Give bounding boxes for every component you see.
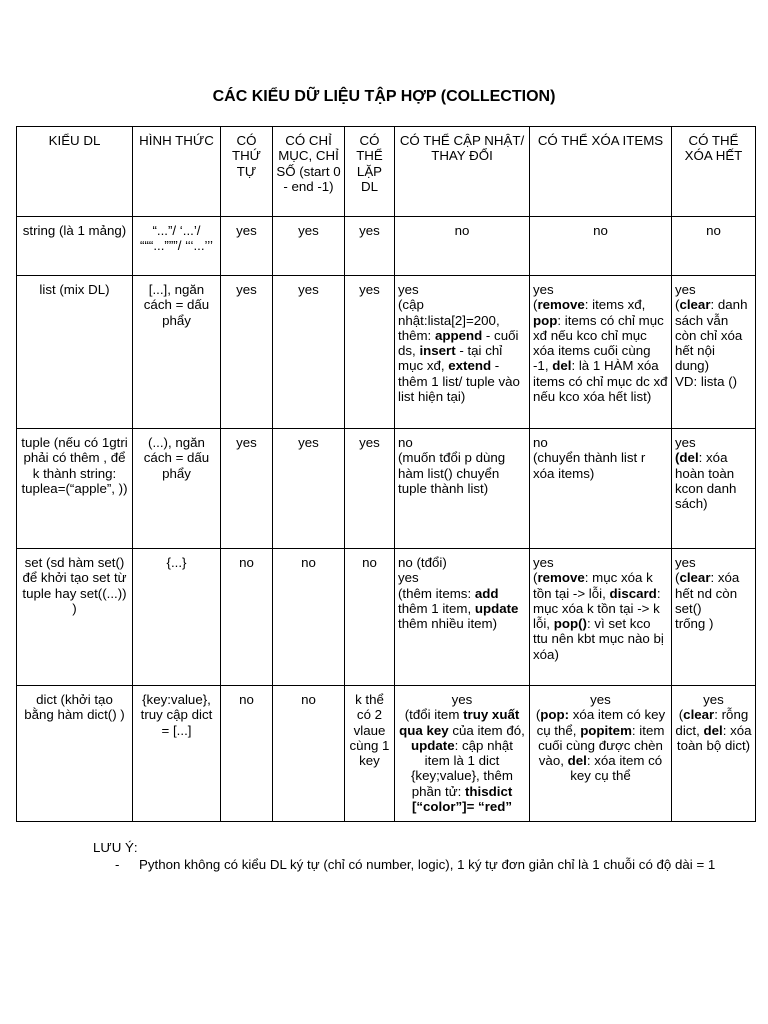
update-cell: no xyxy=(395,217,530,276)
form-cell: {...} xyxy=(133,549,221,686)
indexed-cell: yes xyxy=(273,429,345,549)
indexed-cell: yes xyxy=(273,217,345,276)
table-row xyxy=(17,276,756,429)
header-cell: CÓ THỂ LẶP DL xyxy=(345,127,395,217)
ordered-cell: no xyxy=(221,686,273,822)
header-cell: CÓ THỨ TỰ xyxy=(221,127,273,217)
note-list-item xyxy=(93,857,733,872)
type-cell: list (mix DL) xyxy=(17,276,133,429)
note-section xyxy=(93,840,733,873)
iterable-cell: no xyxy=(345,549,395,686)
update-cell: no (tđổi) yes (thêm items: add thêm 1 item, update thêm nhiều item) xyxy=(395,549,530,686)
table-row xyxy=(17,217,756,276)
header-cell: CÓ THỂ CẬP NHẬT/ THAY ĐỔI xyxy=(395,127,530,217)
form-cell: “...”/ ‘...’/ “““...”””/ ‘‘‘...’’’ xyxy=(133,217,221,276)
type-cell: dict (khởi tạo bằng hàm dict() ) xyxy=(17,686,133,822)
bullet-dash: - xyxy=(115,857,120,873)
header-cell: KIỂU DL xyxy=(17,127,133,217)
table-row xyxy=(17,686,756,822)
clear-cell: yes (clear: xóa hết nd còn set() trống ) xyxy=(672,549,756,686)
update-cell: yes (tđổi item truy xuất qua key của item đó, update: cập nhật item là 1 dict {key;value}, thêm phần tử: thisdict [“color”]= “red” xyxy=(395,686,530,822)
form-cell: {key:value}, truy cập dict = [...] xyxy=(133,686,221,822)
iterable-cell: yes xyxy=(345,276,395,429)
remove-cell: no xyxy=(530,217,672,276)
header-cell: CÓ THỂ XÓA ITEMS xyxy=(530,127,672,217)
table-row xyxy=(17,429,756,549)
update-cell: yes (cập nhật:lista[2]=200, thêm: append - cuối ds, insert - tại chỉ mục xđ, extend - thêm 1 list/ tuple vào list hiện tại) xyxy=(395,276,530,429)
header-row xyxy=(17,127,756,217)
type-cell: string (là 1 mảng) xyxy=(17,217,133,276)
ordered-cell: yes xyxy=(221,276,273,429)
indexed-cell: no xyxy=(273,686,345,822)
ordered-cell: yes xyxy=(221,217,273,276)
iterable-cell: yes xyxy=(345,429,395,549)
header-cell: CÓ CHỈ MỤC, CHỈ SỐ (start 0 - end -1) xyxy=(273,127,345,217)
document-title: CÁC KIỂU DỮ LIỆU TẬP HỢP (COLLECTION) xyxy=(212,88,556,105)
update-cell: no (muốn tđổi p dùng hàm list() chuyển tuple thành list) xyxy=(395,429,530,549)
table-row xyxy=(17,549,756,686)
note-text: Python không có kiểu DL ký tự (chỉ có number, logic), 1 ký tự đơn giản chỉ là 1 chuỗi có độ dài = 1 xyxy=(139,857,716,873)
indexed-cell: no xyxy=(273,549,345,686)
iterable-cell: yes xyxy=(345,217,395,276)
header-cell: HÌNH THỨC xyxy=(133,127,221,217)
note-heading: LƯU Ý: xyxy=(93,840,138,855)
iterable-cell: k thể có 2 vlaue cùng 1 key xyxy=(345,686,395,822)
remove-cell: yes (remove: items xđ, pop: items có chỉ mục xđ nếu kco chỉ mục xóa items cuối cùng -1, del: là 1 HÀM xóa items có chỉ mục dc xđ nếu kco xóa hết list) xyxy=(530,276,672,429)
remove-cell: no (chuyển thành list r xóa items) xyxy=(530,429,672,549)
type-cell: tuple (nếu có 1gtri phải có thêm , để k thành string: tuplea=(“apple”, )) xyxy=(17,429,133,549)
clear-cell: no xyxy=(672,217,756,276)
remove-cell: yes (remove: mục xóa k tồn tại -> lỗi, discard: mục xóa k tồn tại -> k lỗi, pop(): vì set kco ttu nên kbt mục nào bị xóa) xyxy=(530,549,672,686)
indexed-cell: yes xyxy=(273,276,345,429)
header-cell: CÓ THỂ XÓA HẾT xyxy=(672,127,756,217)
clear-cell: yes (clear: rỗng dict, del: xóa toàn bộ dict) xyxy=(672,686,756,822)
ordered-cell: no xyxy=(221,549,273,686)
collection-types-table xyxy=(16,126,756,822)
clear-cell: yes (del: xóa hoàn toàn kcon danh sách) xyxy=(672,429,756,549)
form-cell: [...], ngăn cách = dấu phẩy xyxy=(133,276,221,429)
form-cell: (...), ngăn cách = dấu phẩy xyxy=(133,429,221,549)
remove-cell: yes (pop: xóa item có key cụ thể, popitem: item cuối cùng được chèn vào, del: xóa item có key cụ thể xyxy=(530,686,672,822)
type-cell: set (sd hàm set() để khởi tạo set từ tuple hay set((...)) ) xyxy=(17,549,133,686)
clear-cell: yes (clear: danh sách vẫn còn chỉ xóa hết nội dung) VD: lista () xyxy=(672,276,756,429)
ordered-cell: yes xyxy=(221,429,273,549)
